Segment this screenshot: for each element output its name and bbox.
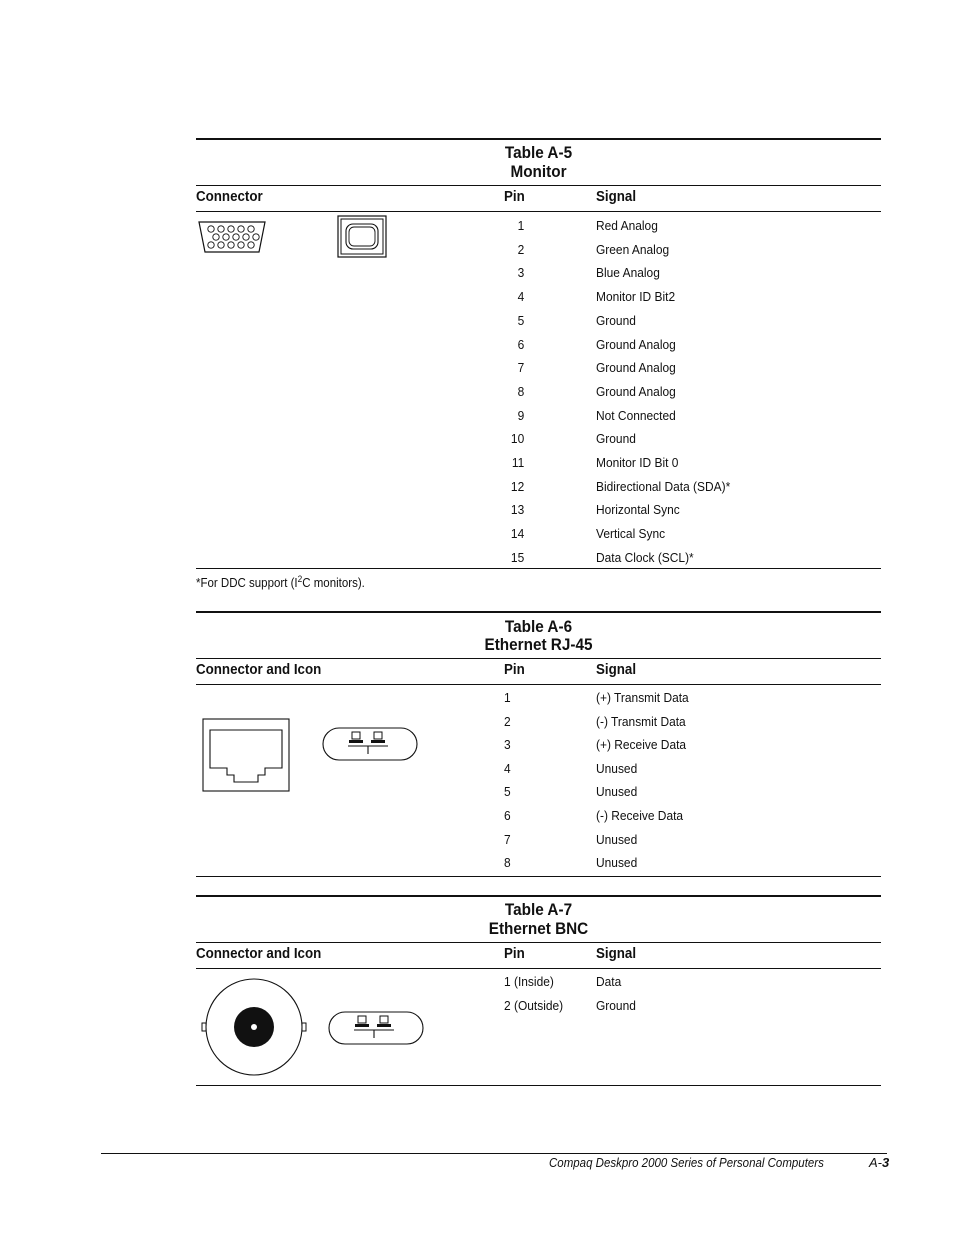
- signal-cell: (-) Transmit Data: [596, 713, 686, 729]
- signal-cell: Unused: [596, 784, 638, 800]
- table-bottom-rule: [196, 876, 881, 877]
- header-top-rule: [196, 658, 881, 659]
- col-header-connector: Connector and Icon: [196, 946, 322, 962]
- col-header-pin: Pin: [504, 946, 525, 962]
- pin-cell: 6: [504, 808, 511, 823]
- table-top-rule: [196, 138, 881, 140]
- table-title: Monitor: [510, 162, 567, 181]
- pin-cell: 9: [517, 407, 525, 423]
- col-header-signal: Signal: [596, 189, 637, 205]
- signal-cell: Green Analog: [596, 241, 670, 257]
- signal-cell: Red Analog: [596, 218, 658, 233]
- table-label: Table A-5: [504, 143, 573, 162]
- pin-cell: 4: [517, 289, 525, 305]
- pin-cell: 5: [517, 312, 525, 328]
- pin-cell: 1 (Inside): [504, 974, 554, 989]
- table-top-rule: [196, 611, 881, 613]
- pin-cell: 7: [504, 831, 511, 847]
- network-icon: [322, 727, 418, 761]
- header-top-rule: [196, 185, 881, 186]
- table-label: Table A-6: [504, 617, 573, 636]
- footer-rule: [101, 1153, 887, 1154]
- signal-cell: (+) Transmit Data: [596, 690, 689, 705]
- pin-cell: 10: [510, 431, 525, 447]
- pin-cell: 6: [517, 336, 525, 352]
- signal-cell: Data Clock (SCL)*: [596, 549, 694, 565]
- pin-cell: 1: [517, 218, 525, 233]
- signal-cell: Not Connected: [596, 407, 676, 423]
- pin-cell: 3: [504, 737, 511, 753]
- footer-title: Compaq Deskpro 2000 Series of Personal Computers: [549, 1156, 824, 1170]
- pin-cell: 1: [504, 690, 511, 705]
- pin-cell: 4: [504, 760, 511, 776]
- pin-cell: 5: [504, 784, 511, 800]
- header-bottom-rule: [196, 968, 881, 969]
- pin-cell: 8: [517, 383, 525, 399]
- pin-cell: 2 (Outside): [504, 997, 564, 1013]
- signal-cell: Ground: [596, 997, 636, 1013]
- page-number: A-3: [869, 1155, 890, 1170]
- table-top-rule: [196, 895, 881, 897]
- pin-cell: 2: [517, 241, 525, 257]
- table-title: Ethernet BNC: [488, 919, 589, 938]
- header-bottom-rule: [196, 211, 881, 212]
- network-icon: [328, 1011, 424, 1045]
- signal-cell: Unused: [596, 855, 638, 871]
- pin-cell: 2: [504, 713, 511, 729]
- signal-cell: Monitor ID Bit2: [596, 289, 676, 305]
- signal-cell: Blue Analog: [596, 265, 660, 281]
- col-header-pin: Pin: [504, 189, 525, 205]
- signal-cell: Unused: [596, 831, 638, 847]
- header-top-rule: [196, 942, 881, 943]
- pin-cell: 3: [517, 265, 525, 281]
- signal-cell: Unused: [596, 760, 638, 776]
- signal-cell: Bidirectional Data (SDA)*: [596, 478, 731, 494]
- signal-cell: Data: [596, 974, 622, 989]
- table-label: Table A-7: [504, 900, 573, 919]
- table-bottom-rule: [196, 568, 881, 569]
- signal-cell: Ground Analog: [596, 383, 676, 399]
- table-title: Ethernet RJ-45: [484, 635, 593, 654]
- col-header-connector: Connector: [196, 189, 263, 205]
- signal-cell: Ground Analog: [596, 336, 676, 352]
- table-bottom-rule: [196, 1085, 881, 1086]
- col-header-signal: Signal: [596, 662, 637, 678]
- pin-cell: 12: [510, 478, 525, 494]
- signal-cell: Vertical Sync: [596, 526, 666, 542]
- signal-cell: Horizontal Sync: [596, 502, 680, 518]
- signal-cell: Ground: [596, 431, 636, 447]
- table-footnote: *For DDC support ($I^2C$ monitors).: [196, 574, 365, 590]
- col-header-connector: Connector and Icon: [196, 662, 322, 678]
- col-header-pin: Pin: [504, 662, 525, 678]
- monitor-icon: [337, 215, 387, 258]
- col-header-signal: Signal: [596, 946, 637, 962]
- signal-cell: (-) Receive Data: [596, 808, 684, 823]
- rj45-connector-icon: [202, 718, 290, 792]
- signal-cell: Ground Analog: [596, 360, 676, 376]
- signal-cell: Ground: [596, 312, 636, 328]
- bnc-connector-icon: [200, 977, 310, 1077]
- header-bottom-rule: [196, 684, 881, 685]
- pin-cell: 14: [510, 526, 525, 542]
- pin-cell: 11: [511, 455, 525, 470]
- vga-connector-icon: [197, 219, 269, 255]
- pin-cell: 13: [510, 502, 525, 518]
- pin-cell: 15: [510, 549, 525, 565]
- signal-cell: Monitor ID Bit 0: [596, 455, 679, 470]
- pin-cell: 7: [517, 360, 525, 376]
- pin-cell: 8: [504, 855, 511, 871]
- signal-cell: (+) Receive Data: [596, 737, 687, 753]
